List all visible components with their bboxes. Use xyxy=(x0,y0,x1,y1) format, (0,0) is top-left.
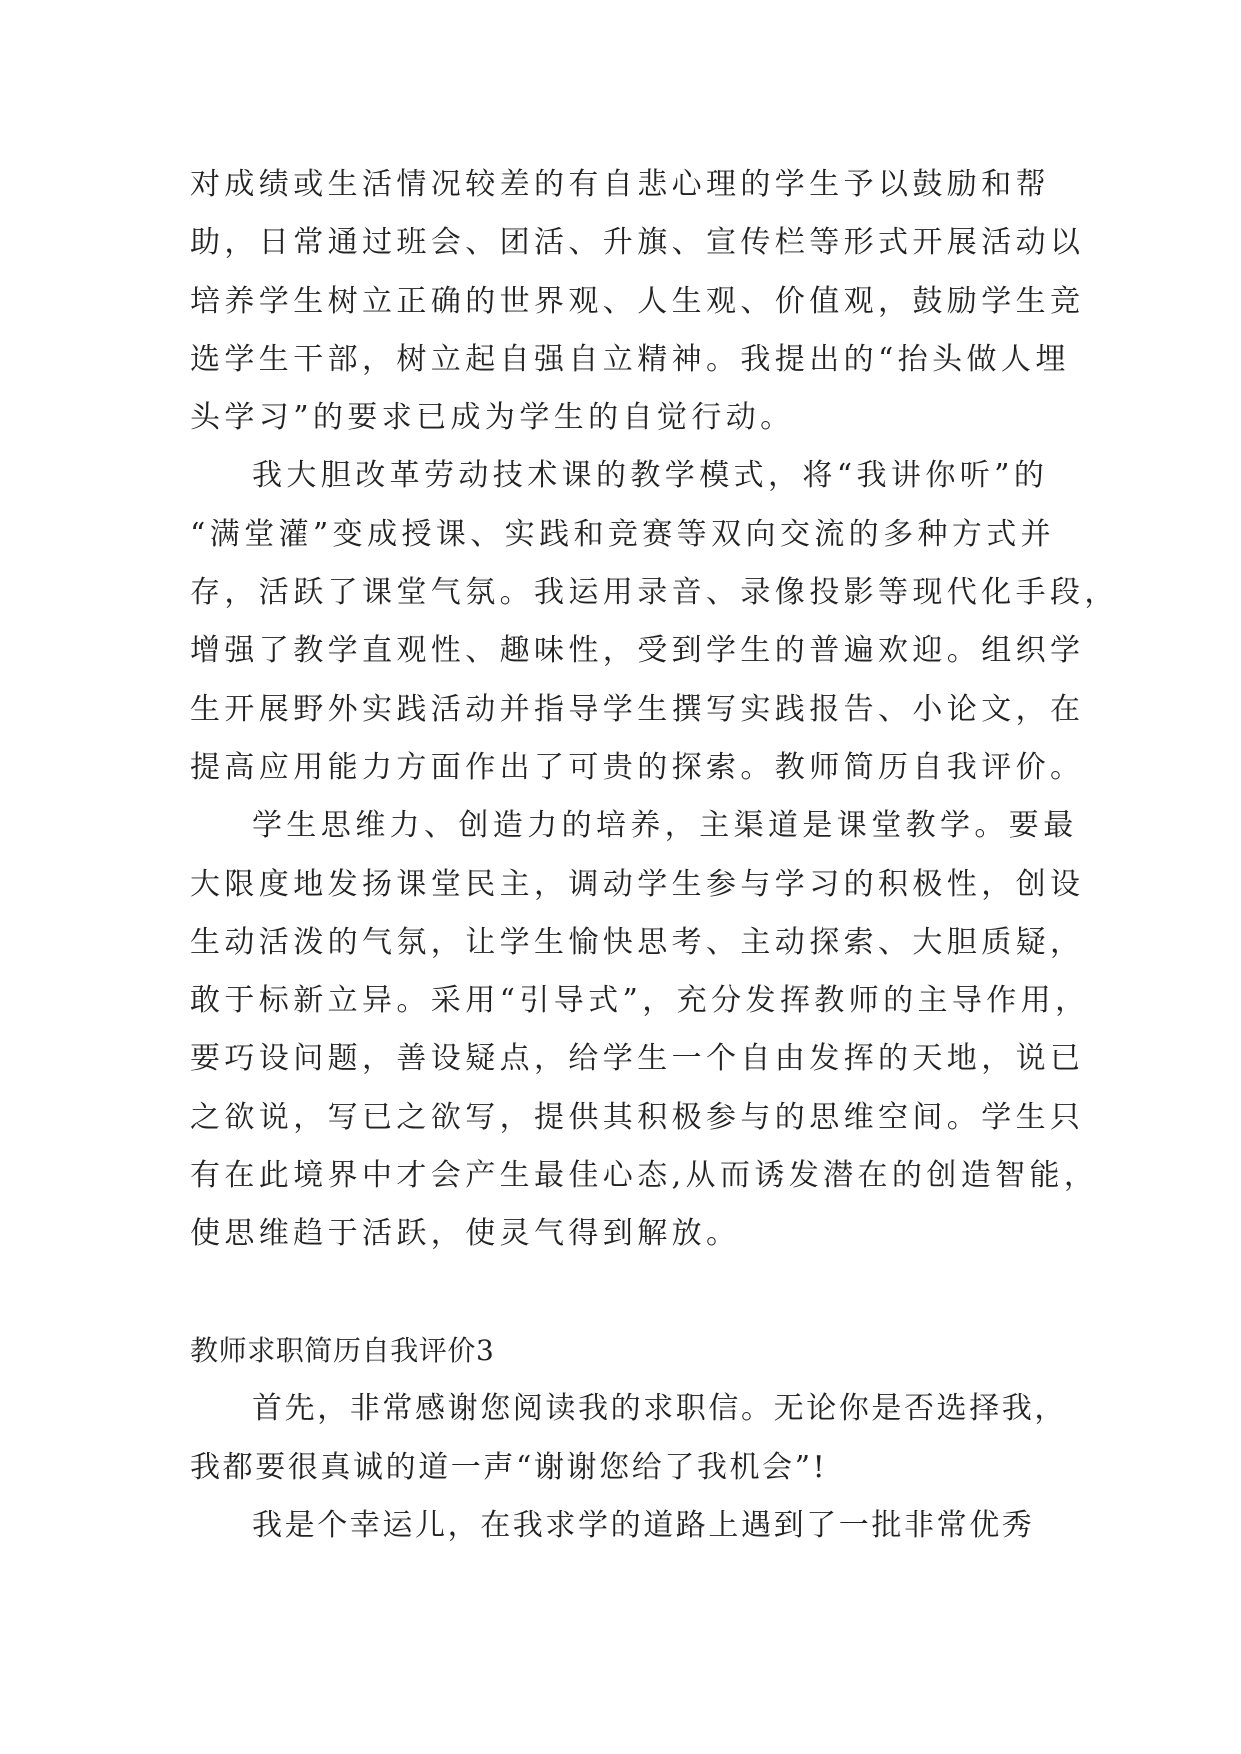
text-line: 培养学生树立正确的世界观、人生观、价值观，鼓励学生竞 xyxy=(190,283,1085,319)
paragraph-first-line: 我是个幸运儿，在我求学的道路上遇到了一批非常优秀 xyxy=(252,1507,1035,1543)
text-line: 对成绩或生活情况较差的有自悲心理的学生予以鼓励和帮 xyxy=(190,167,1050,202)
text-line: 头学习”的要求已成为学生的自觉行动。 xyxy=(190,400,795,436)
text-line: 生开展野外实践活动并指导学生撰写实践报告、小论文，在 xyxy=(190,691,1085,727)
text-line: 之欲说，写已之欲写，提供其积极参与的思维空间。学生只 xyxy=(190,1099,1085,1135)
text-line: “满堂灌”变成授课、实践和竞赛等双向交流的多种方式并 xyxy=(190,516,1056,552)
paragraph-first-line: 首先，非常感谢您阅读我的求职信。无论你是否选择我， xyxy=(252,1391,1067,1427)
paragraph-gap xyxy=(190,1264,1090,1322)
text-line: 大限度地发扬课堂民主，调动学生参与学习的积极性，创设 xyxy=(190,866,1085,902)
text-line: 使思维趋于活跃，使灵气得到解放。 xyxy=(190,1216,741,1252)
text-line: 敢于标新立异。采用“引导式”，充分发挥教师的主导作用， xyxy=(190,983,1090,1019)
text-line: 存，活跃了课堂气氛。我运用录音、录像投影等现代化手段， xyxy=(190,575,1119,611)
paragraph-first-line: 我大胆改革劳动技术课的教学模式，将“我讲你听”的 xyxy=(252,458,1049,494)
text-line: 有在此境界中才会产生最佳心态,从而诱发潜在的创造智能， xyxy=(190,1158,1099,1194)
text-line: 提高应用能力方面作出了可贵的探索。教师简历自我评价。 xyxy=(190,749,1085,785)
text-line: 助，日常通过班会、团活、升旗、宣传栏等形式开展活动以 xyxy=(190,225,1085,261)
paragraph-first-line: 学生思维力、创造力的培养，主渠道是课堂教学。要最 xyxy=(252,808,1078,844)
document-body xyxy=(190,156,1119,1555)
text-line: 选学生干部，树立起自强自立精神。我提出的“抬头做人埋 xyxy=(190,341,1070,377)
text-line: 增强了教学直观性、趣味性，受到学生的普遍欢迎。组织学 xyxy=(190,633,1085,669)
text-line: 生动活泼的气氛，让学生愉快思考、主动探索、大胆质疑， xyxy=(190,924,1085,960)
text-line: 我都要很真诚的道一声“谢谢您给了我机会”! xyxy=(190,1449,828,1485)
text-line: 要巧设问题，善设疑点，给学生一个自由发挥的天地，说已 xyxy=(190,1041,1085,1077)
section-heading: 教师求职简历自我评价3 xyxy=(190,1333,495,1367)
